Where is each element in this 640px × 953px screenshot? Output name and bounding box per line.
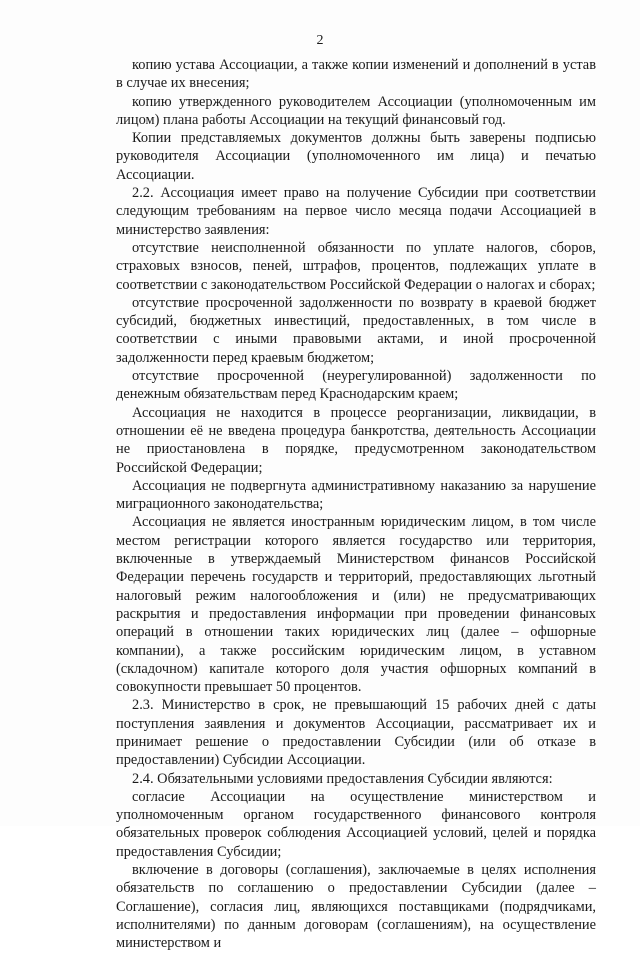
paragraph-no-migration-penalty: Ассоциация не подвергнута административному наказанию за нарушение миграционного законодательства; — [116, 477, 596, 513]
paragraph-section-2-2: 2.2. Ассоциация имеет право на получение Субсидии при соответствии следующим требованиям на первое число месяца подачи Ассоциацией в министерство заявления: — [116, 185, 596, 238]
paragraph-charter-copy: копию устава Ассоциации, а также копии изменений и дополнений в устав в случае их внесения; — [116, 57, 596, 92]
paragraph-section-2-3: 2.3. Министерство в срок, не превышающий 15 рабочих дней с даты поступления заявления и документов Ассоциации, рассматривает их и принимает решение о предоставлении Субсидии (или об отказе в предоставлении) Субсидии Ассоциации. — [116, 697, 596, 769]
paragraph-work-plan-copy: копию утвержденного руководителем Ассоциации (уполномоченным им лицом) плана работы Ассоциации на текущий финансовый год. — [116, 93, 596, 128]
paragraph-section-2-4: 2.4. Обязательными условиями предоставления Субсидии являются: — [132, 770, 553, 787]
paragraph-certification: Копии представляемых документов должны быть заверены подписью руководителя Ассоциации (уполномоченного им лица) и печатью Ассоциации. — [116, 130, 596, 183]
document-body — [116, 56, 596, 953]
paragraph-no-krasnodar-debt: отсутствие просроченной (неурегулированной) задолженности по денежным обязательствам перед Краснодарским краем; — [116, 368, 596, 403]
paragraph-no-budget-debt: отсутствие просроченной задолженности по возврату в краевой бюджет субсидий, бюджетных инвестиций, предоставленных, в том числе в соответствии с иными правовыми актами, и иной просроченной задолженности перед краевым бюджетом; — [116, 294, 596, 366]
paragraph-contract-inclusion: включение в договоры (соглашения), заключаемые в целях исполнения обязательств по соглашению о предоставлении Субсидии (далее – Соглашение), согласия лиц, являющихся поставщиками (подрядчиками, исполнителями) по данным договорам (соглашениям), на осуществление министерством и — [116, 862, 596, 952]
page-number: 2 — [316, 33, 324, 48]
paragraph-not-foreign-entity: Ассоциация не является иностранным юридическим лицом, в том числе местом регистрации которого является государство или территория, включенные в утверждаемый Министерством финансов Российской Федерации перечень государств и территорий, предоставляющих льготный налоговый режим налогообложения и (или) не предусматривающих раскрытия и предоставления информации при проведении финансовых операций в отношении таких юридических лиц (далее – офшорные компании), а также российским юридическим лицом, в уставном (складочном) капитале которого доля участия офшорных компаний в совокупности превышает 50 процентов. — [116, 514, 596, 696]
paragraph-audit-consent: согласие Ассоциации на осуществление министерством и уполномоченным органом государственного финансового контроля обязательных проверок соблюдения Ассоциацией условий, целей и порядка предоставления Субсидии; — [116, 788, 596, 860]
paragraph-no-reorganization: Ассоциация не находится в процессе реорганизации, ликвидации, в отношении её не введена процедура банкротства, деятельность Ассоциации не приостановлена в порядке, предусмотренном законодательством Российской Федерации; — [116, 404, 596, 476]
paragraph-no-tax-debt: отсутствие неисполненной обязанности по уплате налогов, сборов, страховых взносов, пеней, штрафов, процентов, подлежащих уплате в соответствии с законодательством Российской Федерации о налогах и сборах; — [116, 239, 596, 293]
